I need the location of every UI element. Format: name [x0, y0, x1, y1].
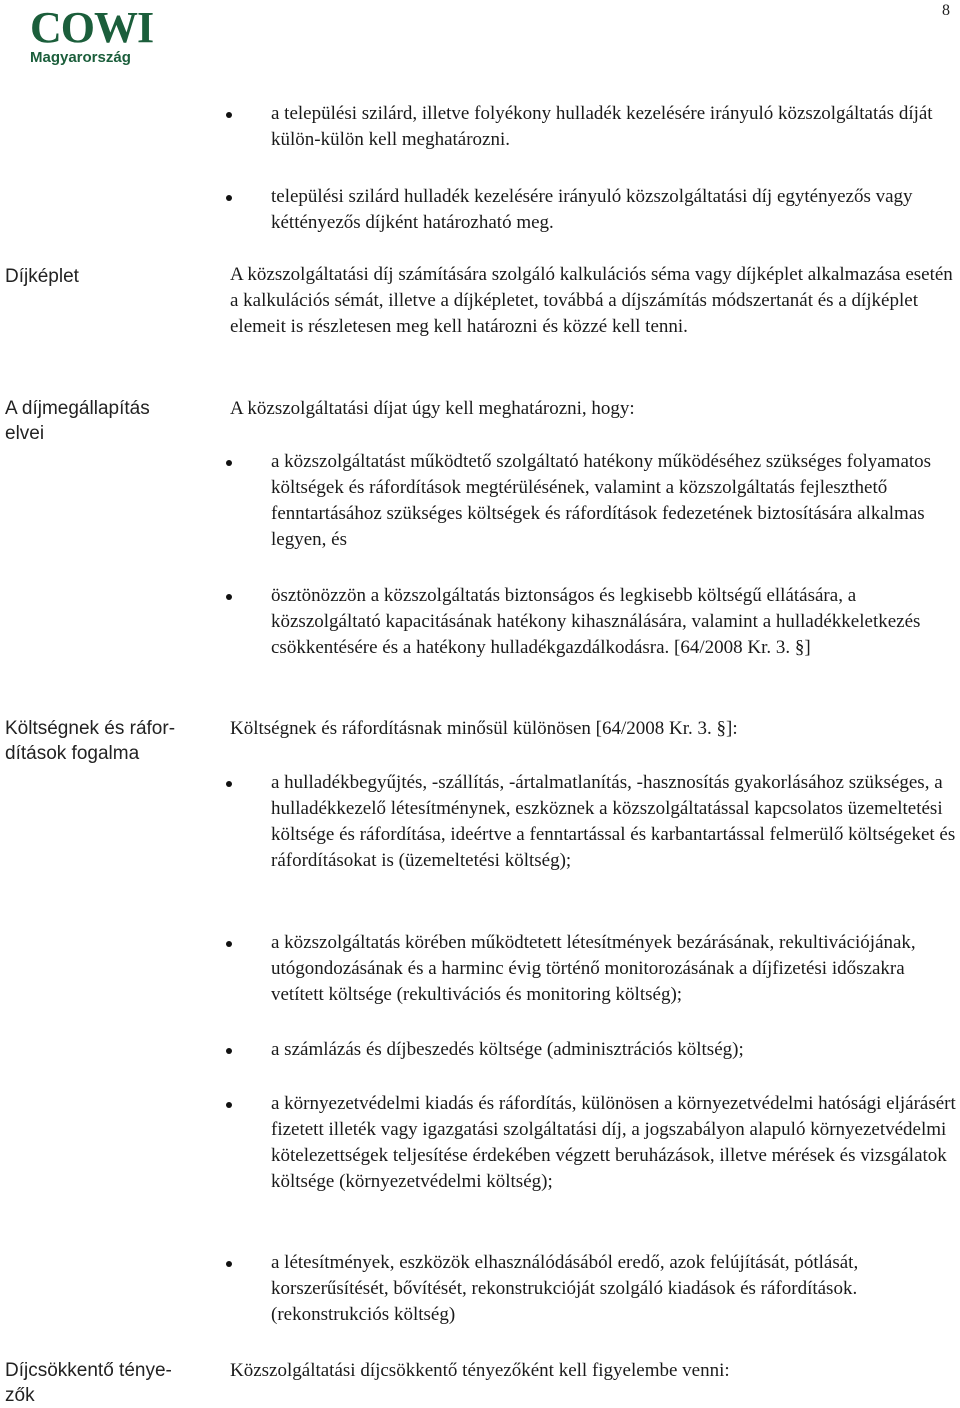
bullet-icon — [226, 941, 232, 947]
elvek-bullet-1: a közszolgáltatást működtető szolgáltató hatékony működéséhez szükséges folyamatos költségek és ráfordítások megtérülésének, valamint a közszolgáltatás fejleszthető fenntartásához szükséges költségek és ráfordítások fedezetének biztosítására alkalmas legyen, és — [271, 451, 932, 550]
bullet-icon — [226, 460, 232, 466]
koltsegek-intro: Költségnek és ráfordításnak minősül különösen [64/2008 Kr. 3. §]: — [230, 718, 738, 739]
koltsegek-bullet-1: a hulladékbegyűjtés, -szállítás, -ártalmatlanítás, -hasznosítás gyakorlásához szükséges, a hulladékkezelő létesítménynek, eszköznek a közszolgáltatással kapcsolatos üzemeltetési költsége és ráfordítása, ideértve a fenntartással és karbantartással felmerülő költségeket és ráfordításokat is (üzemeltetési költség); — [271, 772, 956, 871]
page-number: 8 — [942, 2, 950, 19]
intro-bullet-2: települési szilárd hulladék kezelésére irányuló közszolgáltatási díj egytényezős vagy kéttényezős díjként határozható meg. — [271, 186, 913, 233]
bullet-icon — [226, 1102, 232, 1108]
bullet-icon — [226, 594, 232, 600]
intro-bullet-1: a települési szilárd, illetve folyékony hulladék kezelésére irányuló közszolgáltatás díját külön-külön kell meghatározni. — [271, 103, 933, 150]
elvek-intro: A közszolgáltatási díjat úgy kell meghatározni, hogy: — [230, 398, 635, 419]
koltsegek-bullet-2: a közszolgáltatás körében működtetett létesítmények bezárásának, rekultivációjának, utógondozásának és a harminc évig történő monitorozásának a díjfizetési időszakra vetített költsége (rekultivációs és monitoring költség); — [271, 932, 916, 1005]
bullet-icon — [226, 1261, 232, 1267]
heading-dijkeplet: Díjképlet — [5, 266, 79, 287]
bullet-icon — [226, 195, 232, 201]
heading-elvek: A díjmegállapítás elvei — [5, 398, 150, 444]
koltsegek-bullet-3: a számlázás és díjbeszedés költsége (adminisztrációs költség); — [271, 1039, 744, 1060]
koltsegek-bullet-5: a létesítmények, eszközök elhasználódásából eredő, azok felújítását, pótlását, korszerűsítését, bővítését, rekonstrukcióját szolgáló kiadások és ráfordítások. (rekonstrukciós költség) — [271, 1252, 859, 1325]
logo-wordmark: COWI — [30, 3, 154, 52]
company-logo — [30, 3, 154, 66]
logo-subtitle: Magyarország — [30, 49, 131, 66]
bullet-icon — [226, 1048, 232, 1054]
heading-dijcsokkento: Díjcsökkentő tényezők — [5, 1360, 172, 1406]
koltsegek-bullet-4: a környezetvédelmi kiadás és ráfordítás, különösen a környezetvédelmi hatósági eljárásért fizetett illeték vagy igazgatási szolgáltatási díj, a jogszabályon alapuló környezetvédelmi kötelezettségek teljesítése érdekében végzett beruházások, illetve mérések és vizsgálatok költsége (környezetvédelmi költség); — [271, 1093, 956, 1192]
bullet-icon — [226, 112, 232, 118]
dijkeplet-text: A közszolgáltatási díj számítására szolgáló kalkulációs séma vagy díjképlet alkalmazása esetén a kalkulációs sémát, illetve a díjképletet, továbbá a díjszámítás módszertanát és a díjképlet elemeit is részletesen meg kell határozni és közzé kell tenni. — [230, 264, 953, 337]
heading-koltsegek: Költségnek és ráfordítások fogalma — [5, 718, 176, 764]
elvek-bullet-2: ösztönözzön a közszolgáltatás biztonságos és legkisebb költségű ellátására, a közszolgáltató kapacitásának hatékony kihasználására, valamint a hulladékkeletkezés csökkentésére és a hatékony hulladékgazdálkodásra. [64/2008 Kr. 3. §] — [271, 585, 921, 658]
bullet-icon — [226, 781, 232, 787]
dijcsokkento-text: Közszolgáltatási díjcsökkentő tényezőként kell figyelembe venni: — [230, 1360, 730, 1381]
